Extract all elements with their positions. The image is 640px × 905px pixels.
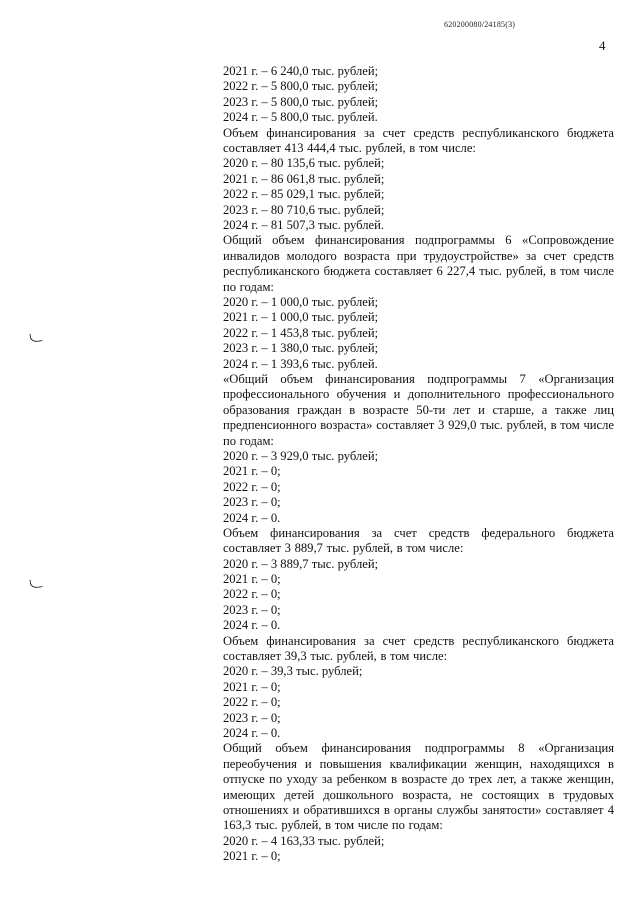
text-line: 2020 г. – 3 889,7 тыс. рублей; [223,556,379,571]
text-paragraph: Объем финансирования за счет средств республиканского бюджета составляет 413 444,4 тыс. рублей, в том числе: [223,125,614,155]
text-line: 2023 г. – 0; [223,495,281,510]
text-line: 2022 г. – 5 800,0 тыс. рублей; [223,79,379,94]
text-paragraph: Общий объем финансирования подпрограммы 6 «Сопровождение инвалидов молодого возраста при трудоустройстве» за счет средств республиканского бюджета составляет 6 227,4 тыс. рублей, в том числе по годам: [223,233,614,294]
text-line: 2020 г. – 3 929,0 тыс. рублей; [223,448,379,463]
text-line: 2021 г. – 86 061,8 тыс. рублей; [223,171,385,186]
text-line: 2020 г. – 39,3 тыс. рублей; [223,664,363,679]
text-paragraph: Общий объем финансирования подпрограммы 8 «Организация переобучения и повышения квалификации женщин, находящихся в отпуске по уходу за ребенком в возрасте до трех лет, а также женщин, имеющих детей дошкольного возраста, не состоящих в трудовых отношениях и обратившихся в органы службы занятости» составляет 4 163,3 тыс. рублей, в том числе по годам: [223,741,614,833]
text-line: 2021 г. – 0; [223,572,281,587]
text-paragraph: «Общий объем финансирования подпрограммы 7 «Организация профессионального обучения и дополнительного профессионального образования граждан в возрасте 50-ти лет и старше, а также лиц предпенсионного возраста» составляет 3 929,0 тыс. рублей, в том числе по годам: [223,371,614,448]
text-line: 2020 г. – 4 163,33 тыс. рублей; [223,833,385,848]
text-line: 2022 г. – 0; [223,587,281,602]
text-line: 2022 г. – 1 453,8 тыс. рублей; [223,325,379,340]
text-paragraph: Объем финансирования за счет средств республиканского бюджета составляет 39,3 тыс. рублей, в том числе: [223,633,614,664]
text-line: 2024 г. – 0. [223,726,281,741]
text-line: 2024 г. – 5 800,0 тыс. рублей. [223,110,378,125]
margin-mark [29,578,42,589]
text-line: 2024 г. – 0. [223,510,281,525]
text-line: 2020 г. – 80 135,6 тыс. рублей; [223,156,385,171]
text-line: 2024 г. – 0. [223,618,281,633]
margin-mark [29,332,42,343]
text-line: 2023 г. – 0; [223,602,281,617]
page-number: 4 [599,38,606,53]
document-code: 620200080/24185(3) [444,20,516,29]
text-line: 2021 г. – 1 000,0 тыс. рублей; [223,310,379,325]
text-line: 2020 г. – 1 000,0 тыс. рублей; [223,294,379,309]
document-body [223,64,614,865]
text-line: 2021 г. – 0; [223,679,281,694]
text-line: 2022 г. – 0; [223,479,281,494]
text-line: 2023 г. – 0; [223,710,281,725]
text-line: 2021 г. – 0; [223,849,281,864]
text-line: 2021 г. – 6 240,0 тыс. рублей; [223,64,379,78]
text-line: 2023 г. – 80 710,6 тыс. рублей; [223,202,385,217]
text-paragraph: Объем финансирования за счет средств федерального бюджета составляет 3 889,7 тыс. рублей, в том числе: [223,525,614,556]
text-line: 2022 г. – 0; [223,695,281,710]
text-line: 2023 г. – 1 380,0 тыс. рублей; [223,341,379,356]
text-line: 2023 г. – 5 800,0 тыс. рублей; [223,94,379,109]
text-line: 2022 г. – 85 029,1 тыс. рублей; [223,187,385,202]
text-line: 2024 г. – 1 393,6 тыс. рублей. [223,356,378,371]
text-line: 2021 г. – 0; [223,464,281,479]
text-line: 2024 г. – 81 507,3 тыс. рублей. [223,217,385,232]
